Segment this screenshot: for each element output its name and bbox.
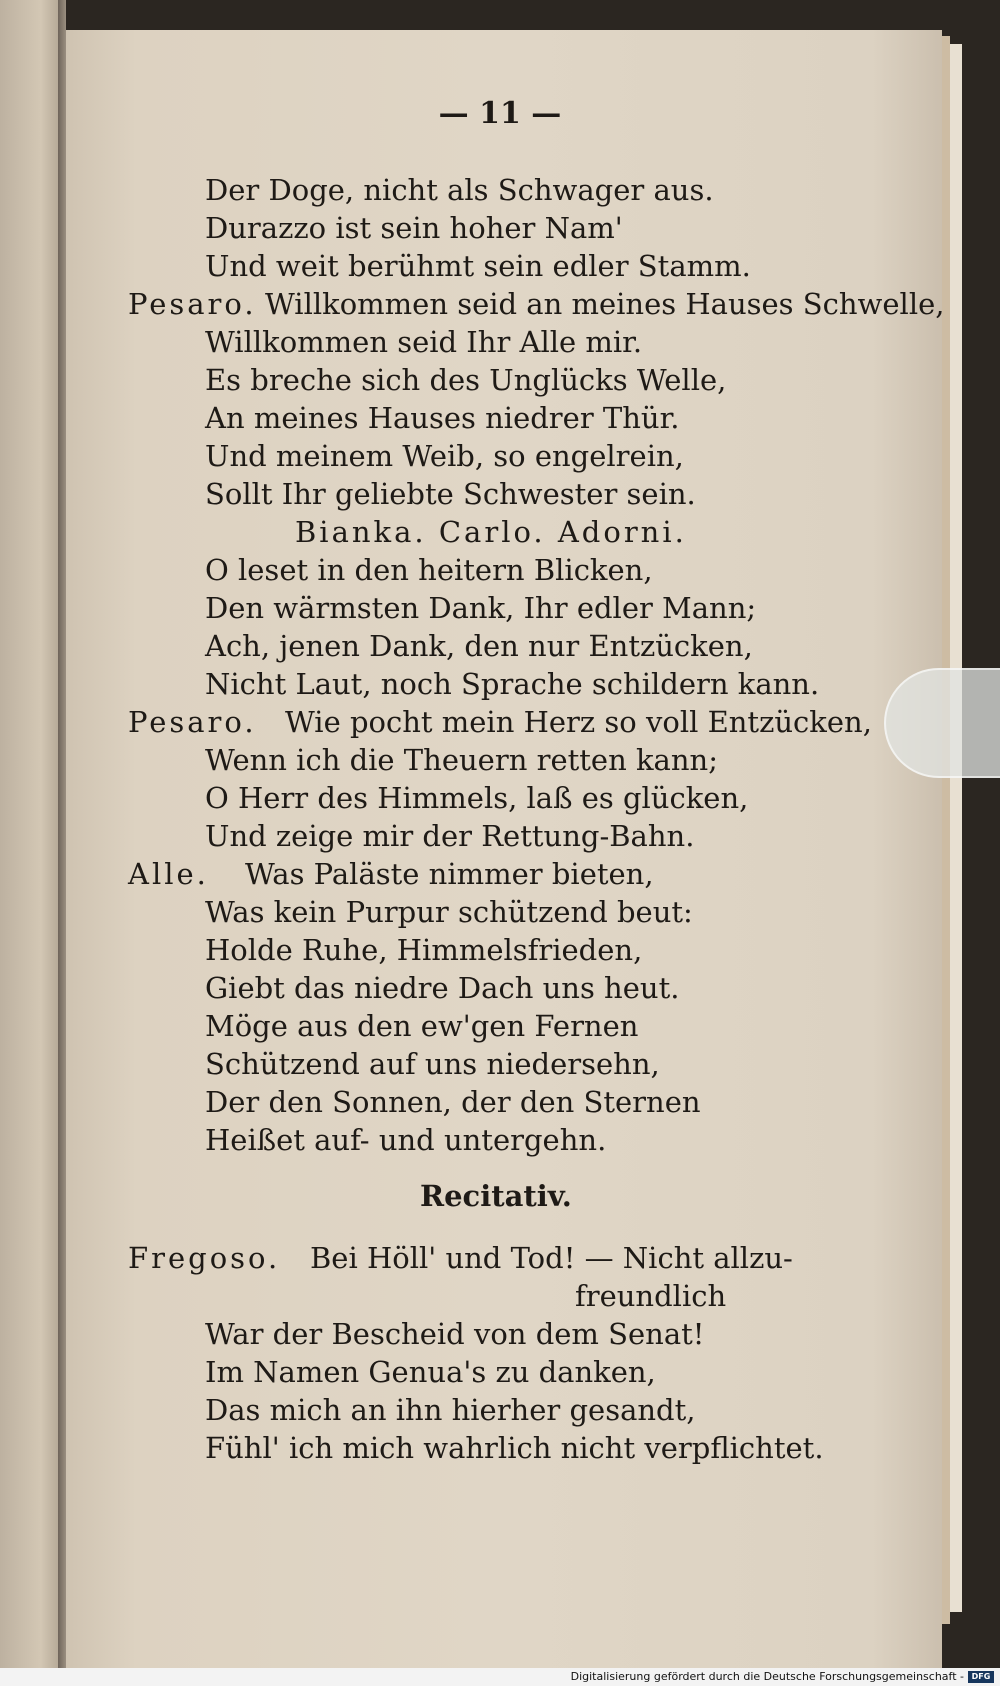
speaker-label: Pesaro.	[128, 705, 257, 739]
speaker-label: Pesaro.	[128, 287, 257, 321]
text-line: freundlich	[575, 1279, 727, 1313]
text-line: Wie pocht mein Herz so voll Entzücken,	[285, 705, 872, 739]
text-line: Es breche sich des Unglücks Welle,	[205, 363, 727, 397]
page-edge-outer	[950, 44, 962, 1612]
text-line: Der den Sonnen, der den Sternen	[205, 1085, 701, 1119]
text-line: Bei Höll' und Tod! — Nicht allzu-	[310, 1241, 793, 1275]
text-line: Und weit berühmt sein edler Stamm.	[205, 249, 751, 283]
text-line: Durazzo ist sein hoher Nam'	[205, 211, 623, 245]
text-line: Sollt Ihr geliebte Schwester sein.	[205, 477, 696, 511]
text-line: Nicht Laut, noch Sprache schildern kann.	[205, 667, 820, 701]
book-gutter	[58, 0, 66, 1668]
text-line: O Herr des Himmels, laß es glücken,	[205, 781, 749, 815]
speaker-label: Fregoso.	[128, 1241, 281, 1275]
text-line: O leset in den heitern Blicken,	[205, 553, 653, 587]
text-line: Was Paläste nimmer bieten,	[245, 857, 654, 891]
text-line: Ach, jenen Dank, den nur Entzücken,	[205, 629, 753, 663]
text-line: Holde Ruhe, Himmelsfrieden,	[205, 933, 643, 967]
left-page-edge	[0, 0, 58, 1668]
text-line: Und meinem Weib, so engelrein,	[205, 439, 684, 473]
text-line: Willkommen seid an meines Hauses Schwelle,	[265, 287, 945, 321]
text-line: Das mich an ihn hierher gesandt,	[205, 1393, 696, 1427]
text-line: Fühl' ich mich wahrlich nicht verpflichtet.	[205, 1431, 824, 1465]
speaker-label: Alle.	[128, 857, 209, 891]
page-clip	[884, 668, 1000, 778]
text-line: Und zeige mir der Rettung-Bahn.	[205, 819, 695, 853]
text-line: Heißet auf- und untergehn.	[205, 1123, 607, 1157]
text-line: Willkommen seid Ihr Alle mir.	[205, 325, 643, 359]
speaker-group: Bianka. Carlo. Adorni.	[295, 515, 687, 549]
digitization-credit: Digitalisierung gefördert durch die Deutsche Forschungsgemeinschaft -	[570, 1670, 964, 1683]
text-line: Den wärmsten Dank, Ihr edler Mann;	[205, 591, 757, 625]
text-line: Was kein Purpur schützend beut:	[205, 895, 693, 929]
dfg-logo: DFG	[968, 1671, 994, 1683]
text-line: Möge aus den ew'gen Fernen	[205, 1009, 639, 1043]
text-line: Giebt das niedre Dach uns heut.	[205, 971, 680, 1005]
text-line: An meines Hauses niedrer Thür.	[205, 401, 680, 435]
page-number: — 11 —	[438, 96, 562, 131]
text-line: Schützend auf uns niedersehn,	[205, 1047, 660, 1081]
text-line: Wenn ich die Theuern retten kann;	[205, 743, 718, 777]
text-line: War der Bescheid von dem Senat!	[205, 1317, 705, 1351]
text-line: Im Namen Genua's zu danken,	[205, 1355, 656, 1389]
text-line: Der Doge, nicht als Schwager aus.	[205, 173, 714, 207]
page-edge	[942, 36, 950, 1624]
section-heading: Recitativ.	[420, 1179, 572, 1213]
